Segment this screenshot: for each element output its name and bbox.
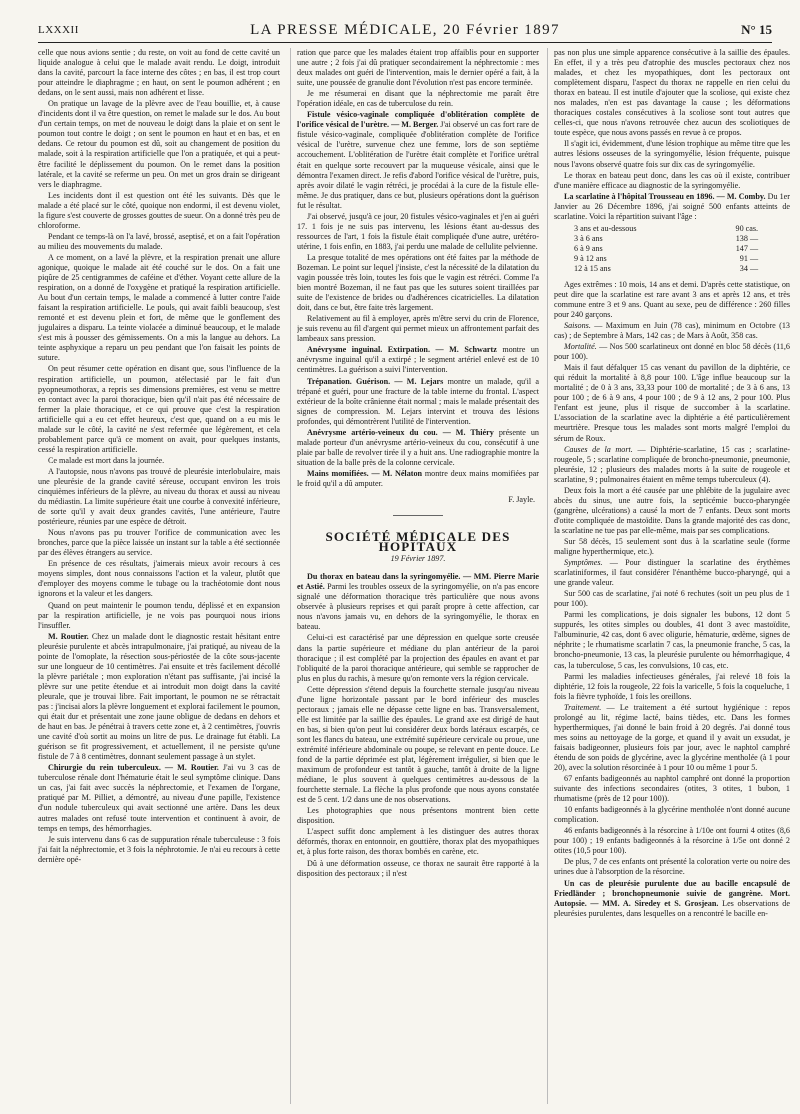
age-label: 3 ans et au-dessous <box>574 223 637 233</box>
paragraph: Les photographies que nous présentons montrent bien cette disposition. <box>297 806 539 826</box>
paragraph <box>554 445 790 485</box>
paragraph <box>38 763 280 833</box>
paragraph-text: Du 1er Janvier au 26 Décembre 1896, j'ai soigné 500 enfants atteints de scarlatine. Voici la répartition suivant l'âge : <box>554 191 790 221</box>
paragraph <box>297 377 539 427</box>
paragraph-text: J'ai vu 3 cas de tuberculose rénale dont l'hématurie était le seul symptôme clinique. Dans un cas, j'ai fait avec succès la néphrectomie, et l'examen de l'organe, pratiqué par M. Pilliet, a démontré, au niveau d'une papille, l'existence d'un nodule tuberculeux qui avait sectionné une artère. Dans les deux autres malades ont refusé toute intervention et continuent à avoir, de temps en temps, des hémorrhagies. <box>38 763 280 833</box>
paragraph: Sur 500 cas de scarlatine, j'ai noté 6 rechutes (soit un peu plus de 1 pour 100). <box>554 589 790 609</box>
paragraph <box>297 345 539 375</box>
paragraph <box>38 632 280 763</box>
table-row <box>574 264 758 274</box>
column-1 <box>38 48 280 1106</box>
paragraph: Nous n'avons pas pu trouver l'orifice de communication avec les bronches, parce que la pièce laissée un instant sur la table a été sectionnée par des élèves étrangers au service. <box>38 528 280 558</box>
paragraph: A ce moment, on a lavé la plèvre, et la respiration prenait une allure agonique, quoique le malade ait été couché sur le dos. On a fait une piqûre de 25 centigrammes de caféine et d'éther. Voyant cette allure de la respiration, on a donné de l'oxygène et pratiqué la respiration artificielle. Au bout d'un certain temps, le malade a commencé à lutter contre l'aide faisant la respiration artificielle. Le pouls, qui avait faibli beaucoup, s'est remonté et est devenu plein et fort, de même que le gonflement des jugulaires a disparu. La teinte violacée a diminué beaucoup, et le malade s'est mis à pousser des gémissements. On a mis la langue au dehors. La teinte asphyxique a reparu un peu pendant que l'on faisait les points de suture. <box>38 252 280 363</box>
paragraph-text: montre deux mains momifiées par le froid qu'il a dû amputer. <box>297 468 539 488</box>
paragraph: Quand on peut maintenir le poumon tendu, déplissé et en expansion par la respiration artificielle, je ne vois pas pourquoi nous irions l'insuffler. <box>38 600 280 630</box>
paragraph <box>297 469 539 489</box>
subheading: Symptômes. <box>564 558 603 568</box>
table-row <box>574 254 758 264</box>
paragraph <box>554 703 790 773</box>
subheading: Traitement. <box>564 702 602 712</box>
paragraph: Sur 58 décès, 15 seulement sont dus à la scarlatine seule (forme maligne hyperthermique, etc.). <box>554 536 790 557</box>
paragraph: Celui-ci est caractérisé par une dépression en quelque sorte creusée dans la partie supérieure et médiane du plan antérieur de la paroi thoracique ; il est complété par la projection des épaules en avant et par l'obliquité de la paroi thoracique antérieure, qui semble se rapprocher de plus en plus du rachis, à mesure qu'on remonte vers la région cervicale. <box>297 633 539 683</box>
age-value: 91 — <box>739 253 759 263</box>
section-heading: La scarlatine à l'hôpital Trousseau en 1896. — M. Comby. <box>564 191 766 201</box>
paragraph-text: — Nos 500 scarlatineux ont donné en bloc 58 décès (11,6 pour 100). <box>554 342 790 362</box>
section-heading: Mains momifiées. — M. Nélaton <box>307 468 423 478</box>
issue-number: N° 15 <box>741 22 772 37</box>
paragraph: Les incidents dont il est question ont été les suivants. Dès que le malade a été placé sur le côté, quoique non endormi, il est devenu violet, la figure s'est couverte de grosses gouttes de sueur. On a donné très peu de chloroforme. <box>38 190 280 230</box>
paragraph <box>297 110 539 210</box>
section-heading: Anévrysme inguinal. Extirpation. — M. Schwartz <box>307 345 497 355</box>
paragraph: On peut résumer cette opération en disant que, sous l'influence de la respiration artificielle, un poumon, atélectasié par le fait d'un pyopneumothorax, a repris ses dimensions premières, est venu se mettre en contact avec la paroi thoracique, bien qu'il n'ait pas été nécessaire de fermer la plaie thoracique, et ce qui prouve que c'est la respiration artificielle qui a eu cet effet heureux, c'est que, quand on a eu mis le malade sur le côté, la cavité ne s'est refermée que légèrement, et cela probablement parce qu'à ce moment on avait, pour quelques instants, cessé la respiration artificielle. <box>38 364 280 454</box>
paragraph-text: — Le traitement a été surtout hygiénique : repos prolongé au lit, régime lacté, bains tièdes, etc. Dans les formes hyperthermiques, j'ai donné le bain froid à 20 degrés. J'ai donné tous mes soins au nettoyage de la gorge, et quand il y avait un exsudat, je faisais badigeonner, plusieurs fois par jour, avec le naphtol camphré étendu de son poids de glycérine, avec la glycérine mentholée (à 1 pour 20), avec la solution résorcinée à 1 pour 10 ou même 1 pour 5. <box>554 702 790 772</box>
paragraph: Le thorax en bateau peut donc, dans les cas où il existe, contribuer d'une manière efficace au diagnostic de la syringomyélie. <box>554 170 790 190</box>
age-label: 6 à 9 ans <box>574 243 603 253</box>
paragraph-text: Parmi les troubles osseux de la syringomyélie, on n'a pas encore signalé une déformation thoracique très particulière que nous avons observée à plusieurs reprises et qui paraît propre à cette affection, car nous n'avons jamais vu, en dehors de la syringomyélie, le thorax en bateau. <box>297 582 539 632</box>
paragraph: Relativement au fil à employer, après m'être servi du crin de Florence, je suis revenu au fil d'argent qui permet mieux un affrontement parfait des lambeaux sans pression. <box>297 314 539 344</box>
paragraph: Ages extrêmes : 10 mois, 14 ans et demi. D'après cette statistique, on peut dire que la scarlatine est rare avant 3 ans et après 12 ans, et très commune entre 3 et 9 ans. Quant au sexe, peu de différence : 260 filles pour 240 garçons. <box>554 279 790 319</box>
subheading: Mortalité. <box>564 342 597 352</box>
paragraph: Ce malade est mort dans la journée. <box>48 455 165 465</box>
section-heading: Fistule vésico-vaginale compliquée d'oblitération complète de l'orifice vésical de l'urètre. — M. Berger. <box>297 110 539 130</box>
section-heading: Anévrysme artério-veineux du cou. — M. Thiéry <box>307 427 494 437</box>
paragraph-text: Chez un malade dont le diagnostic restait hésitant entre pleurésie purulente et abcès intrapulmonaire, j'ai pratiqué, au niveau de la pointe de l'omoplate, la résection sous-périostée de la côte sous-jacente sur une longueur de 10 centimètres. J'ai ensuite et très facilement décollé la plèvre pariétale ; mon exploration n'étant pas suffisante, j'ai incisé la plèvre sur une petite étendue et ai introduit mon doigt dans la cavité pleurale, que je trouvai libre. Fait important, le poumon ne se rétractait pas : j'incisai alors la plèvre longuement et explorai facilement le poumon, qui était dur et présentait une zone jaune obligue de dedans en dehors et de haut en bas. Je pénétrai à travers cette zone et, à 2 centimètres, j'ouvris une cavité d'où sortit au moins un litre de pus. Le drainage fut établi. La guérison se fit progressivement, et actuellement, il ne persiste qu'une fistule de 7 à 8 centimètres, donnant seulement passage à un stylet. <box>38 631 280 762</box>
paragraph-text: — Diphtérie-scarlatine, 15 cas ; scarlatine-rougeole, 5 ; scarlatine compliquée de broncho-pneumonie, pneumonie, pleurésie, 12 ; plusieurs des malades morts à la suite de rougeole et scarlatine, 9 ; pulmonaires étaient en même temps tuberculeux (4). <box>554 444 790 484</box>
paragraph: Il s'agit ici, évidemment, d'une lésion trophique au même titre que les autres lésions osseuses de la syringomyélie, lésion fréquente, puisque nous l'avons observé quatre fois sur dix cas de syringomyélie. <box>554 139 790 169</box>
paragraph: Je suis intervenu dans 6 cas de suppuration rénale tuberculeuse : 3 fois j'ai fait la néphrectomie, et 3 fois la néphrotomie. Je n'ai eu recours à cette dernière opé- <box>38 834 280 864</box>
section-heading: Trépanation. Guérison. — M. Lejars <box>307 376 444 386</box>
paragraph: La presque totalité de mes opérations ont été faites par la méthode de Bozeman. Le point sur lequel j'insiste, c'est la nécessité de la dilatation du vagin poussée très loin, toutes les fois que le vagin est rétréci. Comme l'a bien montré Bozeman, il ne faut pas que les sutures soient tiraillées par suite de l'existence de brides ou d'adhérences cicatricielles. La dilatation doit, dans ce but, être faite très largement. <box>297 252 539 313</box>
speaker-name: M. Routier. <box>48 631 89 641</box>
paragraph: Je me résumerai en disant que la néphrectomie me paraît être l'opération idéale, en cas de tuberculose du rein. <box>297 89 539 109</box>
age-table <box>574 224 758 274</box>
paragraph: 67 enfants badigeonnés au naphtol camphré ont donné la proportion suivante des infections secondaires (otites, 3 otites, 1 bubon, 1 rhumatisme (près de 12 pour 100)). <box>554 774 790 804</box>
paragraph: pas non plus une simple apparence consécutive à la saillie des épaules. En effet, il y a très peu d'atrophie des muscles pectoraux chez nos malades, et chez les myopathiques, dont les pectoraux ont complètement disparu, l'aspect du thorax ne rappelle en rien celui du thorax en bateau. Il est inutile d'ajouter que la scoliose, qui existe chez nos malades, n'en est pas davantage la cause ; les déformations thoraciques costales consécutives à la scoliose sont tout autres que celles-ci, que nous n'avons retrouvée chez aucun des scoliotiques de toute espèce, que nous avons passés en revue à ce propos. <box>554 48 790 138</box>
age-label: 12 à 15 ans <box>574 263 611 273</box>
paragraph <box>297 428 539 468</box>
section-heading: Chirurgie du rein tuberculeux. — M. Routier. <box>48 763 219 773</box>
age-label: 3 à 6 ans <box>574 233 603 243</box>
paragraph <box>554 879 790 919</box>
paragraph: celle que nous avions sentie ; du reste, on voit au fond de cette cavité un liquide analogue à celui que le malade avait rendu. Le doigt, introduit dans la cavité, parcourt la face interne des côtes ; en bas, il est trop court pour atteindre le diaphragme ; en haut, on sent le poumon adhérent ; en dedans, on le sent aussi, mais non adhérent et lisse. <box>38 48 280 98</box>
age-value: 34 — <box>739 263 759 273</box>
author-signature: F. Jayle. <box>508 495 535 505</box>
page-number: LXXXII <box>38 24 79 36</box>
paragraph: Cette dépression s'étend depuis la fourchette sternale jusqu'au niveau d'une ligne horizontale passant par le bord inférieur des muscles pectoraux ; jamais elle ne dépasse cette ligne en bas. Transversalement, elle est limitée par la saillie des épaules. Le grand axe est dirigé de haut en bas, si bien qu'on peut lui considérer deux bords latéraux escarpés, ce sont les flancs du bateau, une extrémité supérieure cervicale ou proue, une extrémité inférieure abdominale ou poupe, se relevant en pente douce. Le fond de la partie déprimée est plat, légèrement irrégulier, si bien que le maximum de profondeur est tantôt à gauche, tantôt à droite de la ligne médiane, le plus souvent à quelques centimètres au-dessous de la fourchette sternale. La flèche la plus profonde que nous ayons constatée est de 5 cent. 1/2 dans une de nos observations. <box>297 684 539 805</box>
paragraph: En présence de ces résultats, j'aimerais mieux avoir recours à ces moyens simples, dont nous connaissons l'action et la valeur, plutôt que d'employer des moyens comme le tubage ou la trachéotomie dont nous ignorons et la valeur et les dangers. <box>38 559 280 599</box>
paragraph <box>297 572 539 632</box>
paragraph: 46 enfants badigeonnés à la résorcine à 1/10e ont fourni 4 otites (8,6 pour 100) ; 19 enfants badigeonnés à la résorcine à 1/5e ont donné 2 otites (10,5 pour 100). <box>554 826 790 856</box>
paragraph <box>554 342 790 362</box>
paragraph: Dû à une déformation osseuse, ce thorax ne saurait être rapporté à la disposition des pectoraux ; il n'est <box>297 858 539 878</box>
column-3 <box>554 48 790 1106</box>
paragraph: 10 enfants badigeonnés à la glycérine mentholée n'ont donné aucune complication. <box>554 805 790 825</box>
paragraph-text: J'ai observé un cas fort rare de fistule vésico-vaginale, compliquée d'oblitération complète de l'orifice vésical de l'urètre, survenue chez une femme, lors de son septième accouchement. L'oblitération de l'urètre était complète et l'orifice urétral était en quelque sorte recouvert par la muqueuse vésicale, ainsi que le démontra l'examen direct. Je refis d'abord l'orifice vésical de l'urètre, puis, après avoir dilaté le vagin rétréci, je procédai à la cure de la fistule elle-même. Je dus pratiquer, dans ce but, plusieurs opérations dont la guérison fut le résultat. <box>297 120 539 210</box>
column-divider <box>290 48 291 1104</box>
paragraph: Parmi les complications, je dois signaler les bubons, 12 dont 5 suppurés, les otites simples ou doubles, 41 dont 3 avec mastoïdite, l'albuminurie, 42 cas, dont 6 avec oligurie, hématurie, œdème, signes de néphrite ; le rhumatisme scarlatin 7 cas, la pneumonie franche, 5 cas, la broncho-pneumonie, 13 cas, la pleurésie purulente ou hémorrhagique, 4 cas, la tuberculose, 5 cas, les convulsions, 10 cas, etc. <box>554 610 790 670</box>
paragraph: Pendant ce temps-là on l'a lavé, brossé, aseptisé, et on a fait l'opération au milieu des mouvements du malade. <box>38 231 280 251</box>
paragraph: De plus, 7 de ces enfants ont présenté la coloration verte ou noire des urines due à l'absorption de la résorcine. <box>554 857 790 877</box>
age-value: 147 — <box>735 243 759 253</box>
page-header <box>38 24 772 44</box>
paragraph: Mais il faut défalquer 15 cas venant du pavillon de la diphtérie, ce qui réduit la mortalité à 8,8 pour 100. L'âge influe beaucoup sur la mortalité ; de 0 à 3 ans, 33,33 pour 100 de mortalité ; de 3 à 6 ans, 13 pour 100 ; de 6 à 9 ans, 4 pour 100 ; de 9 à 12 ans, 2 pour 100. Plus l'enfant est jeune, plus il risque de succomber à la scarlatine. L'association de la scarlatine avec la diphtérie a été particulièrement meurtrière. Presque tous les malades sont morts malgré l'emploi du sérum de Roux. <box>554 363 790 443</box>
paragraph-text: — Pour distinguer la scarlatine des érythèmes scarlatiniformes, il faut considérer l'énanthème bucco-pharyngé, qui a une grande valeur. <box>554 558 790 588</box>
paragraph-text: — Maximum en Juin (78 cas), minimum en Octobre (13 cas) ; de Septembre à Mars, 142 cas ; de Mars à Août, 358 cas. <box>554 320 790 341</box>
table-row <box>574 224 758 234</box>
paragraph: L'aspect suffit donc amplement à les distinguer des autres thorax déformés, thorax en entonnoir, en gouttière, thorax plat des myopathiques et, à plus forte raison, des thorax bombés en carène, etc. <box>297 827 539 857</box>
column-2 <box>297 48 539 1106</box>
age-label: 9 à 12 ans <box>574 253 607 263</box>
age-value: 138 — <box>735 233 759 243</box>
paragraph <box>554 558 790 588</box>
paragraph-text: montre un malade, qu'il a trépané et guéri, pour une fracture de la table interne du frontal. L'aspect extérieur de la boîte crânienne était normal ; mais le malade présentait des signes de compression. M. Lejars intervint et trouva des lésions profondes, qui démontrèrent l'utilité de l'intervention. <box>297 376 539 426</box>
paragraph: J'ai observé, jusqu'à ce jour, 20 fistules vésico-vaginales et j'en ai guéri 17. 1 fois je ne suis pas intervenu, les lésions étant au-dessus des ressources de l'art, 1 fois la fistule était compliquée d'une autre, urétéro-utérine, 1 fois enfin, en 1883, j'ai perdu une malade de cellulite pelvienne. <box>297 211 539 251</box>
subheading: Causes de la mort. <box>564 444 633 454</box>
column-divider <box>547 48 548 1104</box>
journal-title: LA PRESSE MÉDICALE, 20 Février 1897 <box>250 22 560 38</box>
header-rule <box>38 42 772 43</box>
age-value: 90 cas. <box>735 223 759 233</box>
subheading: Saisons. <box>564 320 591 330</box>
paragraph-text: présente un malade porteur d'un anévrysme artério-veineux du cou, consécutif à une plaie par balle de revolver tirée il y a huit ans. Une radiographie montre la situation de la balle près de la colonne cervicale. <box>297 427 539 467</box>
divider <box>393 515 443 516</box>
table-row <box>574 244 758 254</box>
paragraph: Parmi les maladies infectieuses générales, j'ai relevé 18 fois la diphtérie, 12 fois la rougeole, 22 fois la varicelle, 5 fois la coqueluche, 1 fois la fièvre typhoïde, 1 fois les oreillons. <box>554 671 790 701</box>
paragraph-text: Les observations de pleurésies purulentes, dans lesquelles on a rencontré le bacille en- <box>554 898 790 918</box>
paragraph: ration que parce que les malades étaient trop affaiblis pour en supporter une autre ; 2 fois j'ai dû pratiquer secondairement la néphrectomie : mes deux malades ont guéri de l'intervention, mais le dernier opéré a fait, à la suite, une poussée de granulie dont l'évolution n'est pas encore terminée. <box>297 48 539 88</box>
society-heading: SOCIÉTÉ MÉDICALE DES HOPITAUX <box>325 529 511 555</box>
paragraph: On pratique un lavage de la plèvre avec de l'eau bouillie, et, à cause d'incidents dont il va être question, on remet le malade sur le dos. Au bout d'un certain temps, on met de nouveau le doigt dans la plaie et on sent le poumon tout contre le doigt ; on sent le poumon en haut et en bas, et en dedans. Ce retour du poumon est dû, soit au changement de position du malade, soit à la respiration artificielle que l'on a pratiquée, et qui a peut-être facilité le déplissement du poumon. On le remet dans la position latérale, et la cavité se referme un peu. On met un gros drain se dirigeant vers le diaphragme. <box>38 99 280 189</box>
paragraph: Deux fois la mort a été causée par une phlébite de la jugulaire avec abcès du sinus, une autre fois, la septicémie bucco-pharyngée (gangrène, ulcérations) a causé la mort de 7 enfants. Deux sont morts d'otite compliquée de mastoïdite. Dans la grande majorité des cas donc, la scarlatine ne tue pas par elle-même, mais par ses complications. <box>554 485 790 535</box>
section-heading: Du thorax en bateau dans la syringomyélie. — MM. Pierre Marie et Astié. <box>297 572 539 592</box>
session-date: 19 Février 1897. <box>390 554 446 564</box>
paragraph <box>554 321 790 341</box>
table-row <box>574 234 758 244</box>
paragraph-text: montre un anévrysme inguinal qu'il a extirpé ; le segment artériel enlevé est de 10 centimètres. La guérison a suivi l'intervention. <box>297 345 539 375</box>
paragraph <box>554 192 790 222</box>
paragraph: A l'autopsie, nous n'avons pas trouvé de pleurésie interlobulaire, mais une pleurésie de la grande cavité séreuse, occupant environ les trois cinquièmes inférieurs de la plèvre, au niveau du thorax et aussi au niveau du médiastin. La limite supérieure était une courbe à convexité inférieure, de sorte qu'il y avait deux grandes cavités, l'une antérieure, l'autre postérieure, réunies par une espèce de détroit. <box>38 466 280 527</box>
section-heading: Un cas de pleurésie purulente due au bacille encapsulé de Friedländer ; bronchopneumonie suivie de gangrène. Mort. Autopsie. — MM. A. Siredey et S. Grosjean. <box>554 878 790 908</box>
